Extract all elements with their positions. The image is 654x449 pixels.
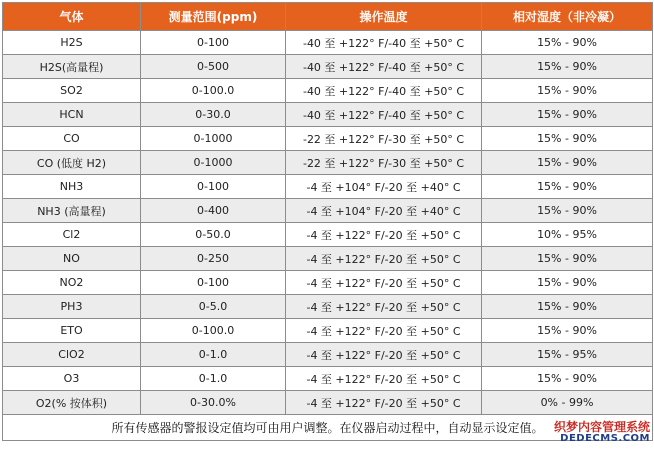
cell-humidity: 15% - 90%	[482, 367, 653, 391]
cell-gas: HCN	[3, 103, 141, 127]
cell-humidity: 15% - 90%	[482, 247, 653, 271]
cell-range: 0-30.0	[141, 103, 286, 127]
cell-range: 0-400	[141, 199, 286, 223]
cell-temperature: -4 至 +104° F/-20 至 +40° C	[286, 175, 482, 199]
cell-range: 0-1000	[141, 151, 286, 175]
cell-range: 0-100	[141, 271, 286, 295]
cell-gas: CO	[3, 127, 141, 151]
cell-temperature: -40 至 +122° F/-40 至 +50° C	[286, 79, 482, 103]
table-row	[3, 319, 653, 343]
cell-humidity: 10% - 95%	[482, 223, 653, 247]
cell-range: 0-1.0	[141, 367, 286, 391]
cell-gas: NH3 (高量程)	[3, 199, 141, 223]
cell-temperature: -4 至 +122° F/-20 至 +50° C	[286, 223, 482, 247]
cell-gas: ClO2	[3, 343, 141, 367]
cell-range: 0-1000	[141, 127, 286, 151]
cell-gas: ETO	[3, 319, 141, 343]
cell-temperature: -4 至 +122° F/-20 至 +50° C	[286, 247, 482, 271]
cell-humidity: 0% - 99%	[482, 391, 653, 415]
cell-humidity: 15% - 90%	[482, 175, 653, 199]
cell-temperature: -4 至 +122° F/-20 至 +50° C	[286, 319, 482, 343]
cell-humidity: 15% - 90%	[482, 55, 653, 79]
cell-humidity: 15% - 90%	[482, 319, 653, 343]
cell-gas: NH3	[3, 175, 141, 199]
watermark-domain: DEDECMS.COM	[560, 432, 650, 444]
cell-temperature: -4 至 +104° F/-20 至 +40° C	[286, 199, 482, 223]
cell-temperature: -4 至 +122° F/-20 至 +50° C	[286, 295, 482, 319]
table-row	[3, 391, 653, 415]
cell-humidity: 15% - 90%	[482, 127, 653, 151]
cell-gas: O3	[3, 367, 141, 391]
cell-temperature: -4 至 +122° F/-20 至 +50° C	[286, 343, 482, 367]
table-header-row	[3, 3, 653, 31]
cell-temperature: -40 至 +122° F/-40 至 +50° C	[286, 31, 482, 55]
cell-gas: NO2	[3, 271, 141, 295]
cell-range: 0-5.0	[141, 295, 286, 319]
cell-gas: PH3	[3, 295, 141, 319]
table-row	[3, 31, 653, 55]
cell-range: 0-100	[141, 175, 286, 199]
cell-range: 0-1.0	[141, 343, 286, 367]
watermark	[554, 421, 650, 444]
watermark-title: 织梦内容管理系统	[553, 419, 650, 434]
header-range: 测量范围(ppm)	[141, 3, 286, 31]
cell-range: 0-100.0	[141, 79, 286, 103]
header-temperature: 操作温度	[286, 3, 482, 31]
table-row	[3, 223, 653, 247]
cell-gas: H2S(高量程)	[3, 55, 141, 79]
cell-humidity: 15% - 95%	[482, 343, 653, 367]
cell-range: 0-250	[141, 247, 286, 271]
cell-humidity: 15% - 90%	[482, 199, 653, 223]
cell-temperature: -4 至 +122° F/-20 至 +50° C	[286, 391, 482, 415]
table-row	[3, 151, 653, 175]
cell-gas: CO (低度 H2)	[3, 151, 141, 175]
table-row	[3, 55, 653, 79]
cell-humidity: 15% - 90%	[482, 271, 653, 295]
cell-humidity: 15% - 90%	[482, 31, 653, 55]
cell-range: 0-500	[141, 55, 286, 79]
cell-humidity: 15% - 90%	[482, 79, 653, 103]
table-row	[3, 127, 653, 151]
gas-sensor-spec-table	[2, 2, 653, 441]
cell-humidity: 15% - 90%	[482, 295, 653, 319]
cell-gas: NO	[3, 247, 141, 271]
cell-temperature: -40 至 +122° F/-40 至 +50° C	[286, 103, 482, 127]
header-humidity: 相对湿度（非冷凝）	[482, 3, 653, 31]
table-row	[3, 343, 653, 367]
cell-temperature: -22 至 +122° F/-30 至 +50° C	[286, 127, 482, 151]
table-row	[3, 247, 653, 271]
cell-temperature: -4 至 +122° F/-20 至 +50° C	[286, 271, 482, 295]
table-row	[3, 79, 653, 103]
cell-gas: H2S	[3, 31, 141, 55]
table-row	[3, 175, 653, 199]
table-footnote: 所有传感器的警报设定值均可由用户调整。在仪器启动过程中，自动显示设定值。	[3, 415, 653, 441]
cell-range: 0-30.0%	[141, 391, 286, 415]
cell-gas: Cl2	[3, 223, 141, 247]
table-row	[3, 271, 653, 295]
table-row	[3, 199, 653, 223]
cell-temperature: -4 至 +122° F/-20 至 +50° C	[286, 367, 482, 391]
cell-range: 0-50.0	[141, 223, 286, 247]
table-row	[3, 103, 653, 127]
cell-range: 0-100	[141, 31, 286, 55]
table-row	[3, 367, 653, 391]
cell-gas: SO2	[3, 79, 141, 103]
cell-range: 0-100.0	[141, 319, 286, 343]
header-gas: 气体	[3, 3, 141, 31]
cell-humidity: 15% - 90%	[482, 103, 653, 127]
table-row	[3, 295, 653, 319]
cell-temperature: -40 至 +122° F/-40 至 +50° C	[286, 55, 482, 79]
cell-temperature: -22 至 +122° F/-30 至 +50° C	[286, 151, 482, 175]
cell-humidity: 15% - 90%	[482, 151, 653, 175]
cell-gas: O2(% 按体积)	[3, 391, 141, 415]
